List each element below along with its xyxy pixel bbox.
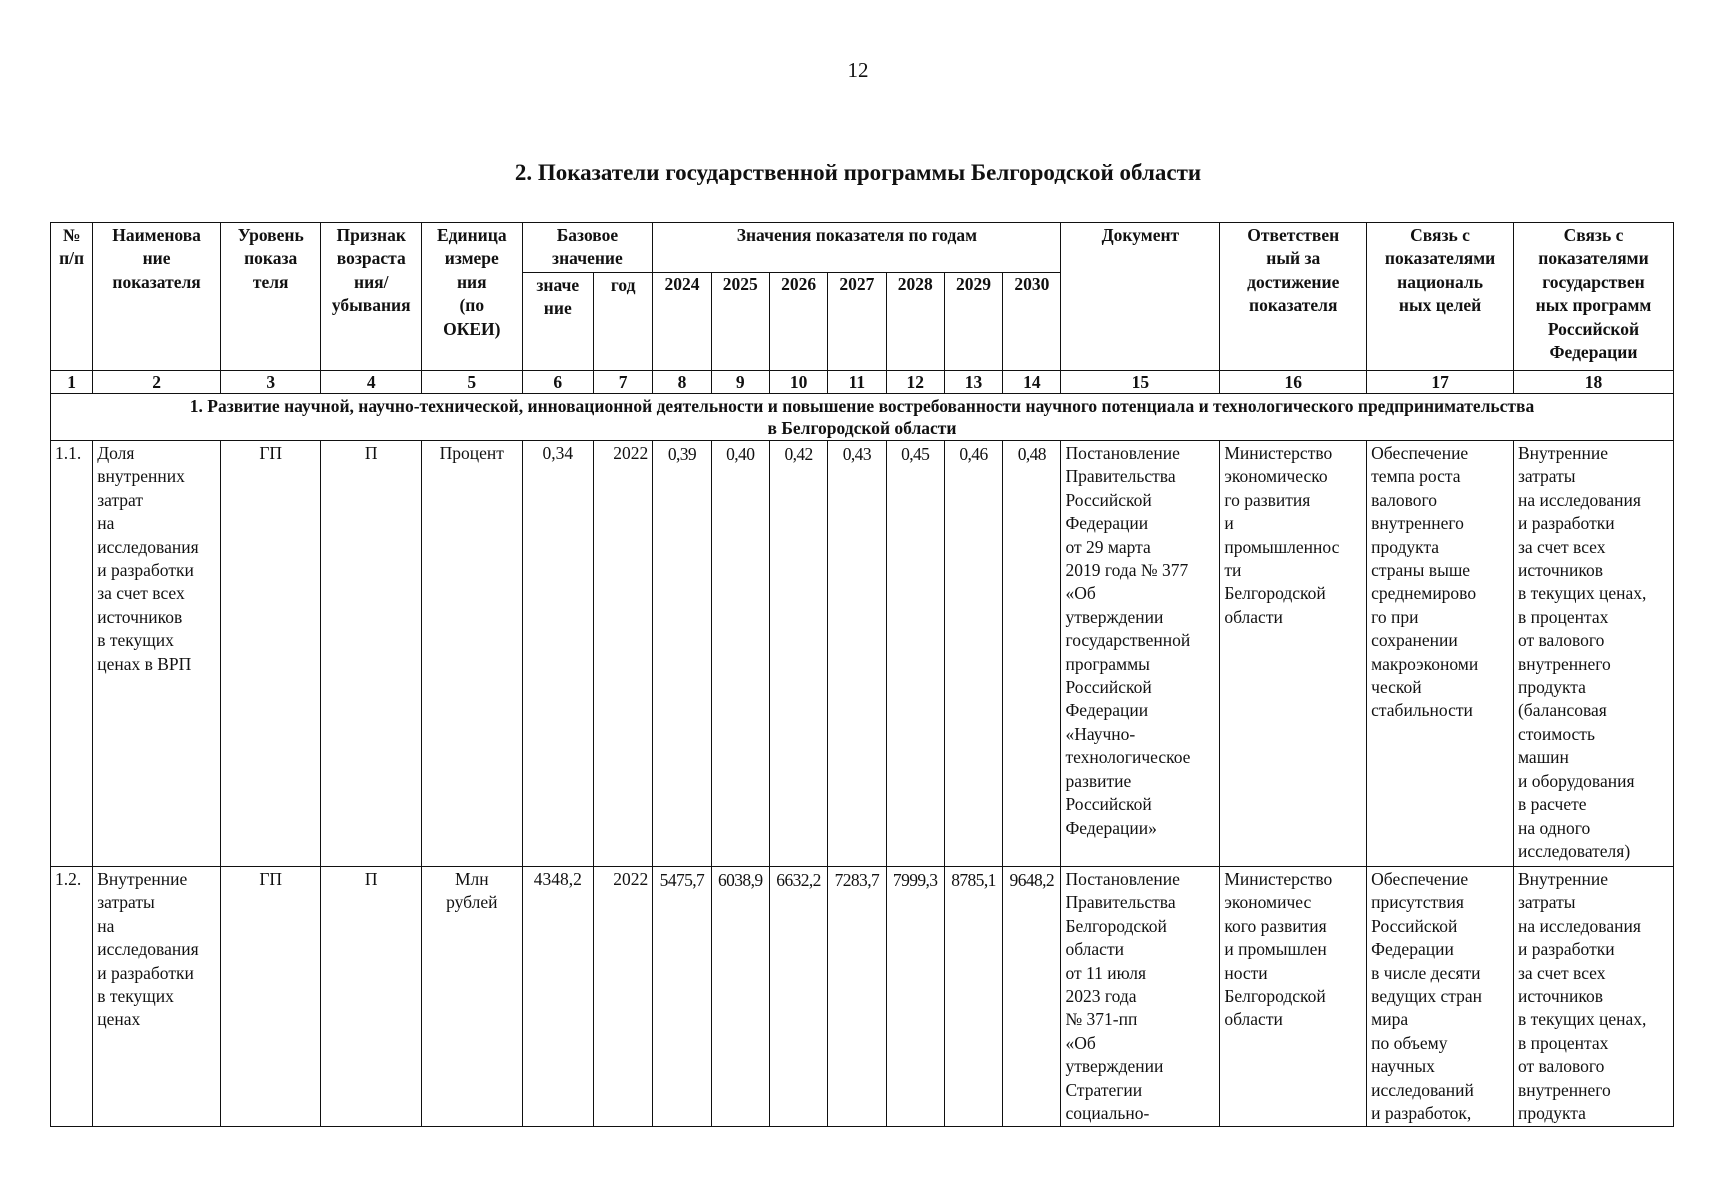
text-line: на исследования (1517, 489, 1641, 510)
year-value: 6632,2 (769, 867, 827, 1127)
section-row (51, 394, 1674, 441)
header-unit (422, 223, 523, 371)
text-line: значение (552, 248, 623, 269)
text-line: Федерации (1371, 939, 1454, 960)
text-line: убывания (331, 295, 411, 316)
text-line: Внутренние (97, 869, 188, 889)
column-number: 12 (886, 371, 944, 394)
text-line: темпа роста (1371, 466, 1461, 487)
header-year: 2025 (711, 273, 769, 371)
year-value: 0,46 (944, 441, 1002, 867)
indicator-trend: П (321, 441, 422, 867)
year-value: 8785,1 (944, 867, 1002, 1127)
text-line: ный за (1266, 248, 1321, 269)
text-line: затраты (1517, 466, 1576, 487)
text-line: экономичес (1224, 892, 1312, 913)
text-line: показателя (112, 271, 201, 292)
text-line: на одного (1517, 817, 1591, 838)
text-line: развитие (1065, 770, 1132, 791)
text-line: среднемирово (1371, 583, 1477, 604)
text-line: стоимость (1517, 723, 1595, 744)
text-line: в текущих (97, 986, 174, 1007)
text-line: в процентах (1517, 606, 1609, 627)
text-line: ния/ (353, 271, 389, 292)
text-line: программы (1065, 653, 1150, 674)
text-line: Базовое (556, 225, 619, 245)
text-line: Обеспечение (1371, 443, 1469, 463)
national-goals-link (1367, 867, 1514, 1127)
text-line: показа (244, 248, 298, 269)
text-line: Российской (1371, 915, 1458, 936)
text-line: ния (456, 271, 487, 292)
text-line: Процент (439, 443, 504, 463)
table-row (51, 441, 1674, 867)
column-number: 8 (653, 371, 711, 394)
text-line: (балансовая (1517, 700, 1607, 721)
text-line: исследователя) (1517, 840, 1631, 861)
text-line: социально- (1065, 1103, 1150, 1124)
text-line: Федерации (1065, 513, 1149, 534)
row-number: 1.1. (51, 441, 93, 867)
row-number: 1.2. (51, 867, 93, 1127)
year-value: 7283,7 (828, 867, 886, 1127)
header-responsible (1220, 223, 1367, 371)
column-numbers-row (51, 371, 1674, 394)
text-line: от 11 июля (1065, 962, 1147, 983)
column-number: 1 (51, 371, 93, 394)
text-line: области (1224, 606, 1283, 627)
column-number: 10 (769, 371, 827, 394)
indicator-unit (422, 441, 523, 867)
national-goals-link (1367, 441, 1514, 867)
year-value: 6038,9 (711, 867, 769, 1127)
text-line: исследования (97, 536, 199, 557)
year-value: 9648,2 (1003, 867, 1061, 1127)
column-number: 13 (944, 371, 1002, 394)
document-ref (1061, 867, 1220, 1127)
text-line: в текущих ценах, (1517, 583, 1647, 604)
base-year: 2022 (593, 441, 652, 867)
base-year: 2022 (593, 867, 652, 1127)
text-line: Стратегии (1065, 1079, 1143, 1100)
text-line: Федерации» (1065, 817, 1157, 838)
text-line: ных программ (1535, 295, 1652, 316)
text-line: ценах (97, 1009, 141, 1030)
column-number: 2 (93, 371, 221, 394)
text-line: области (1224, 1009, 1283, 1030)
year-value: 0,45 (886, 441, 944, 867)
text-line: возраста (336, 248, 406, 269)
text-line: утверждении (1065, 1056, 1164, 1077)
text-line: затрат (97, 489, 144, 510)
text-line: Белгородской (1224, 986, 1326, 1007)
header-year: 2028 (886, 273, 944, 371)
text-line: стабильности (1371, 700, 1473, 721)
text-line: «Об (1065, 583, 1096, 604)
year-value: 5475,7 (653, 867, 711, 1127)
header-trend (321, 223, 422, 371)
year-value: 0,48 (1003, 441, 1061, 867)
text-line: машин (1517, 747, 1569, 768)
text-line: 1. Развитие научной, научно-технической, инновационной деятельности и повышение востребованности научного потенциала и технологического предпринимательства (189, 396, 1535, 416)
text-line: 2019 года № 377 (1065, 560, 1189, 581)
year-value: 0,43 (828, 441, 886, 867)
text-line: внутренних (97, 466, 185, 487)
header-num (51, 223, 93, 371)
column-number: 18 (1513, 371, 1673, 394)
text-line: и промышлен (1224, 939, 1327, 960)
responsible (1220, 867, 1367, 1127)
text-line: ведущих стран (1371, 986, 1482, 1007)
column-number: 7 (593, 371, 652, 394)
table-row (51, 867, 1674, 1127)
header-document: Документ (1061, 223, 1220, 371)
text-line: экономическо (1224, 466, 1328, 487)
text-line: Млн (454, 869, 489, 889)
document-ref (1061, 441, 1220, 867)
header-base-year: год (593, 273, 652, 371)
section-title (51, 394, 1674, 441)
text-line: ние (142, 248, 171, 269)
text-line: Внутренние (1517, 869, 1608, 889)
text-line: страны выше (1371, 560, 1471, 581)
year-value: 7999,3 (886, 867, 944, 1127)
text-line: и разработки (97, 962, 194, 983)
text-line: показателя (1249, 295, 1338, 316)
column-number: 6 (522, 371, 593, 394)
text-line: № (62, 225, 81, 245)
header-year: 2027 (828, 273, 886, 371)
text-line: затраты (97, 892, 155, 913)
text-line: № 371-пп (1065, 1009, 1138, 1030)
text-line: источников (97, 606, 183, 627)
text-line: по объему (1371, 1032, 1448, 1053)
text-line: Уровень (237, 225, 304, 245)
text-line: утверждении (1065, 606, 1164, 627)
text-line: ценах в ВРП (97, 653, 192, 674)
indicator-unit (422, 867, 523, 1127)
text-line: в процентах (1517, 1032, 1609, 1053)
text-line: источников (1517, 986, 1603, 1007)
document-title: 2. Показатели государственной программы Белгородской области (514, 160, 1202, 185)
text-line: рублей (446, 892, 498, 913)
base-value: 4348,2 (522, 867, 593, 1127)
column-number: 4 (321, 371, 422, 394)
text-line: сохранении (1371, 630, 1458, 651)
text-line: 2023 года (1065, 986, 1137, 1007)
column-number: 15 (1061, 371, 1220, 394)
text-line: в текущих (97, 630, 174, 651)
text-line: продукта (1517, 677, 1586, 698)
text-line: п/п (59, 248, 85, 269)
text-line: и (1224, 513, 1234, 534)
text-line: Доля (97, 443, 135, 463)
column-number: 11 (828, 371, 886, 394)
text-line: Связь с (1563, 225, 1624, 245)
text-line: источников (1517, 560, 1603, 581)
year-value: 0,42 (769, 441, 827, 867)
text-line: за счет всех (1517, 536, 1606, 557)
text-line: Постановление (1065, 443, 1180, 463)
text-line: кого развития (1224, 915, 1327, 936)
text-line: и разработки (97, 560, 194, 581)
text-line: измере (444, 248, 499, 269)
text-line: научных (1371, 1056, 1435, 1077)
text-line: и разработок, (1371, 1103, 1472, 1124)
text-line: Министерство (1224, 869, 1333, 889)
text-line: (по (459, 295, 485, 316)
text-line: ных целей (1398, 295, 1482, 316)
state-programs-link (1513, 867, 1673, 1127)
text-line: Единица (436, 225, 507, 245)
column-number: 5 (422, 371, 523, 394)
text-line: ности (1224, 962, 1268, 983)
header-year: 2024 (653, 273, 711, 371)
text-line: исследований (1371, 1079, 1474, 1100)
column-number: 14 (1003, 371, 1061, 394)
text-line: в текущих ценах, (1517, 1009, 1647, 1030)
year-value: 0,40 (711, 441, 769, 867)
text-line: Признак (336, 225, 406, 245)
indicator-name (93, 867, 221, 1127)
text-line: присутствия (1371, 892, 1464, 913)
text-line: в Белгородской области (767, 418, 957, 438)
text-line: «Научно- (1065, 723, 1136, 744)
text-line: Связь с (1410, 225, 1470, 245)
text-line: Внутренние (1517, 443, 1608, 463)
header-years-group: Значения показателя по годам (653, 223, 1061, 273)
text-line: за счет всех (97, 583, 185, 604)
indicators-table (50, 222, 1674, 1127)
text-line: промышленнос (1224, 536, 1340, 557)
text-line: Правительства (1065, 466, 1176, 487)
text-line: на (97, 513, 115, 534)
text-line: значе (536, 275, 580, 295)
text-line: внутреннего (1517, 1079, 1611, 1100)
text-line: Постановление (1065, 869, 1180, 889)
text-line: Министерство (1224, 443, 1333, 463)
text-line: от 29 марта (1065, 536, 1151, 557)
text-line: от валового (1517, 1056, 1605, 1077)
text-line: Федерации (1065, 700, 1149, 721)
text-line: затраты (1517, 892, 1576, 913)
text-line: ческой (1371, 677, 1422, 698)
text-line: и разработки (1517, 513, 1615, 534)
header-year: 2029 (944, 273, 1002, 371)
text-line: на исследования (1517, 915, 1641, 936)
text-line: на (97, 915, 115, 936)
indicator-level: ГП (220, 867, 321, 1127)
text-line: области (1065, 939, 1124, 960)
header-name (93, 223, 221, 371)
text-line: Российской (1065, 489, 1152, 510)
text-line: исследования (97, 939, 199, 960)
text-line: государствен (1542, 271, 1645, 292)
header-base-value (522, 273, 593, 371)
text-line: технологическое (1065, 747, 1191, 768)
text-line: макроэкономи (1371, 653, 1479, 674)
text-line: Ответствен (1247, 225, 1340, 245)
header-base (522, 223, 653, 273)
text-line: продукта (1517, 1103, 1586, 1124)
text-line: Правительства (1065, 892, 1176, 913)
column-number: 9 (711, 371, 769, 394)
header-state-programs (1513, 223, 1673, 371)
text-line: за счет всех (1517, 962, 1606, 983)
text-line: показателями (1538, 248, 1649, 269)
text-line: теля (252, 271, 289, 292)
text-line: и разработки (1517, 939, 1615, 960)
text-line: Белгородской (1065, 915, 1167, 936)
page-number: 12 (847, 58, 869, 82)
text-line: государственной (1065, 630, 1191, 651)
header-year: 2030 (1003, 273, 1061, 371)
text-line: го при (1371, 606, 1419, 627)
header-national (1367, 223, 1514, 371)
indicator-name (93, 441, 221, 867)
text-line: внутреннего (1371, 513, 1464, 534)
text-line: Белгородской (1224, 583, 1326, 604)
text-line: внутреннего (1517, 653, 1611, 674)
text-line: го развития (1224, 489, 1311, 510)
header-level (220, 223, 321, 371)
state-programs-link (1513, 441, 1673, 867)
text-line: Российской (1065, 677, 1152, 698)
text-line: достижение (1247, 271, 1340, 292)
text-line: в расчете (1517, 794, 1587, 815)
text-line: националь (1397, 271, 1483, 292)
text-line: ти (1224, 560, 1242, 581)
column-number: 17 (1367, 371, 1514, 394)
text-line: и оборудования (1517, 770, 1635, 791)
indicator-trend: П (321, 867, 422, 1127)
text-line: «Об (1065, 1032, 1096, 1053)
indicator-level: ГП (220, 441, 321, 867)
text-line: показателями (1384, 248, 1496, 269)
column-number: 16 (1220, 371, 1367, 394)
text-line: продукта (1371, 536, 1440, 557)
text-line: в числе десяти (1371, 962, 1481, 983)
text-line: валового (1371, 489, 1437, 510)
text-line: Федерации (1549, 342, 1638, 363)
text-line: ОКЕИ) (443, 318, 501, 339)
text-line: Наименова (112, 225, 201, 245)
text-line: Обеспечение (1371, 869, 1469, 889)
header-year: 2026 (769, 273, 827, 371)
text-line: ние (543, 298, 572, 319)
text-line: мира (1371, 1009, 1409, 1030)
text-line: Российской (1547, 318, 1640, 339)
text-line: Российской (1065, 794, 1152, 815)
base-value: 0,34 (522, 441, 593, 867)
text-line: от валового (1517, 630, 1605, 651)
year-value: 0,39 (653, 441, 711, 867)
column-number: 3 (220, 371, 321, 394)
responsible (1220, 441, 1367, 867)
